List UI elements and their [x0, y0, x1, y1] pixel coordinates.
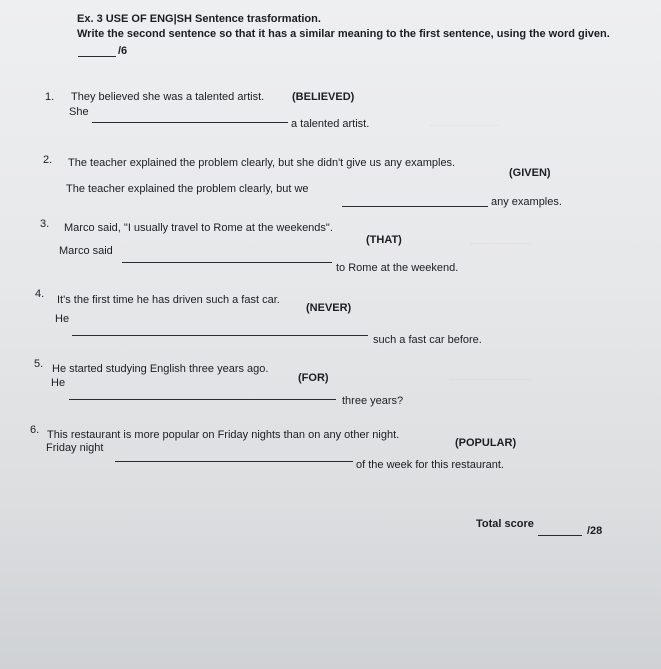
keyword: (FOR): [298, 372, 329, 384]
show-through-text: .............................: [450, 372, 531, 383]
original-sentence: This restaurant is more popular on Friday nights than on any other night.: [47, 429, 400, 441]
question-number: 3.: [40, 218, 50, 230]
answer-blank-4[interactable]: [72, 335, 368, 336]
show-through-text: ......................: [470, 236, 532, 247]
total-score-value: /28: [587, 525, 603, 537]
original-sentence: He started studying English three years ago.: [52, 363, 269, 375]
sentence-start: Marco said: [59, 245, 113, 257]
question-number: 6.: [30, 424, 40, 436]
question-number: 5.: [34, 358, 44, 370]
sentence-end: a talented artist.: [291, 118, 370, 130]
show-through-text: .........................: [430, 118, 500, 129]
keyword: (NEVER): [306, 302, 352, 314]
sentence-end: three years?: [342, 395, 404, 407]
instruction-text: Write the second sentence so that it has a similar meaning to the first sentence, using the word given.: [77, 28, 610, 40]
sentence-start: He: [55, 313, 70, 325]
sentence-end: any examples.: [491, 196, 562, 208]
keyword: (GIVEN): [509, 167, 551, 179]
sentence-start: The teacher explained the problem clearly, but we: [66, 183, 309, 195]
answer-blank-6[interactable]: [115, 461, 353, 462]
section-score: /6: [118, 45, 128, 57]
answer-blank-5[interactable]: [69, 399, 336, 400]
original-sentence: Marco said, "I usually travel to Rome at the weekends".: [64, 222, 333, 234]
keyword: (THAT): [366, 234, 402, 246]
answer-blank-3[interactable]: [122, 262, 332, 263]
original-sentence: It's the first time he has driven such a fast car.: [57, 294, 280, 306]
sentence-start: She: [69, 106, 89, 118]
question-number: 4.: [35, 288, 45, 300]
keyword: (BELIEVED): [292, 91, 355, 103]
score-blank[interactable]: [78, 56, 116, 57]
exercise-title: Ex. 3 USE OF ENG|SH Sentence trasformation.: [77, 13, 321, 25]
sentence-end: of the week for this restaurant.: [356, 459, 504, 471]
sentence-start: He: [51, 377, 66, 389]
original-sentence: The teacher explained the problem clearly, but she didn't give us any examples.: [68, 157, 456, 169]
total-score-label: Total score: [476, 518, 534, 530]
sentence-end: such a fast car before.: [373, 334, 482, 346]
question-number: 1.: [45, 91, 55, 103]
question-number: 2.: [43, 154, 53, 166]
sentence-start: Friday night: [46, 442, 104, 454]
answer-blank-1[interactable]: [92, 122, 288, 123]
sentence-end: to Rome at the weekend.: [336, 262, 459, 274]
keyword: (POPULAR): [455, 437, 517, 449]
original-sentence: They believed she was a talented artist.: [71, 91, 265, 103]
answer-blank-2[interactable]: [342, 206, 488, 207]
total-score-blank[interactable]: [538, 535, 582, 536]
